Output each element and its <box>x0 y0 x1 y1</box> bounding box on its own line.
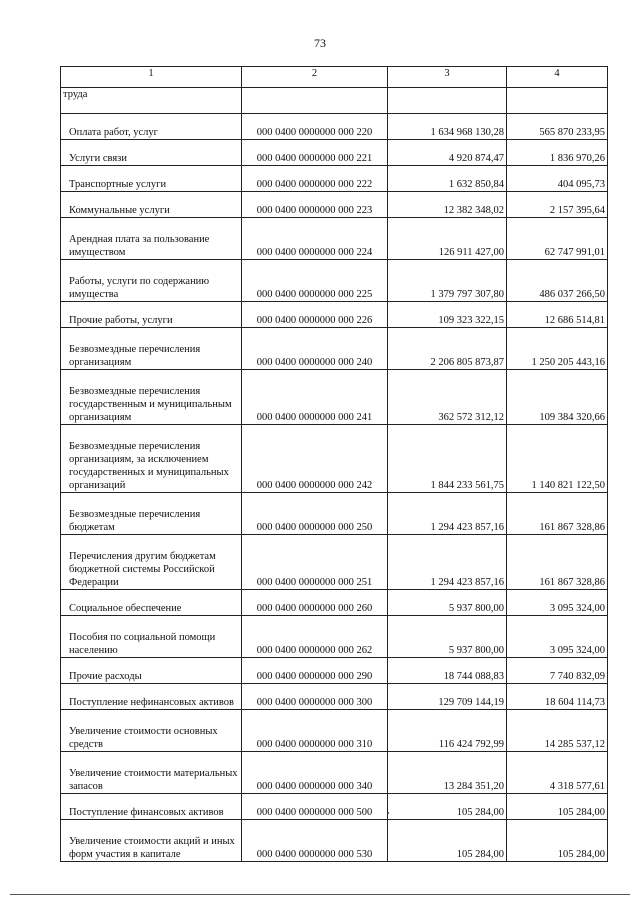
table-row <box>61 328 608 370</box>
row-label: Пособия по социальной помощи населению <box>69 632 216 656</box>
column-header-3: 3 <box>388 67 507 88</box>
row-code: 000 0400 0000000 000 242 <box>242 425 388 493</box>
row-name <box>61 302 242 328</box>
row-name: труда <box>61 88 242 114</box>
table-row <box>61 616 608 658</box>
row-code: 000 0400 0000000 000 300 <box>242 684 388 710</box>
row-value-col4: 404 095,73 <box>507 166 608 192</box>
row-code: 000 0400 0000000 000 225 <box>242 260 388 302</box>
row-value-col3: 2 206 805 873,87 <box>388 328 507 370</box>
row-value-col4: 14 285 537,12 <box>507 710 608 752</box>
row-value-col4 <box>507 88 608 114</box>
table-row <box>61 820 608 862</box>
table-row <box>61 658 608 684</box>
row-label: Увеличение стоимости основных средств <box>69 726 218 750</box>
budget-table <box>60 66 608 862</box>
column-header-2: 2 <box>242 67 388 88</box>
table-row <box>61 684 608 710</box>
row-value-col4: 3 095 324,00 <box>507 616 608 658</box>
row-label: Поступление финансовых активов <box>69 807 224 818</box>
row-label: Прочие работы, услуги <box>69 315 173 326</box>
row-value-col4: 18 604 114,73 <box>507 684 608 710</box>
table-row <box>61 218 608 260</box>
row-name <box>61 328 242 370</box>
row-code: 000 0400 0000000 000 226 <box>242 302 388 328</box>
table-row <box>61 710 608 752</box>
row-name <box>61 616 242 658</box>
row-value-col3: 12 382 348,02 <box>388 192 507 218</box>
table-header-row <box>61 67 608 88</box>
row-label: Увеличение стоимости акций и иных форм участия в капитале <box>69 836 235 860</box>
row-code: 000 0400 0000000 000 241 <box>242 370 388 425</box>
table-row <box>61 590 608 616</box>
row-label: Перечисления другим бюджетам бюджетной системы Российской Федерации <box>69 551 216 588</box>
row-value-col4: 7 740 832,09 <box>507 658 608 684</box>
row-value-col3: 1 294 423 857,16 <box>388 493 507 535</box>
row-name <box>61 425 242 493</box>
row-value-col3: 362 572 312,12 <box>388 370 507 425</box>
row-name <box>61 370 242 425</box>
table-row <box>61 302 608 328</box>
row-value-col4: 105 284,00 <box>507 820 608 862</box>
row-name <box>61 192 242 218</box>
row-value-col4: 161 867 328,86 <box>507 493 608 535</box>
row-label: Арендная плата за пользование имуществом <box>69 234 210 258</box>
row-label: Прочие расходы <box>69 671 142 682</box>
column-header-4: 4 <box>507 67 608 88</box>
row-label: Безвозмездные перечисления государственным и муниципальным организациям <box>69 386 232 423</box>
row-label: Оплата работ, услуг <box>69 127 158 138</box>
row-code: 000 0400 0000000 000 220 <box>242 114 388 140</box>
row-value-col3: 5 937 800,00 <box>388 590 507 616</box>
row-name <box>61 684 242 710</box>
scan-dot-mark <box>387 812 389 814</box>
row-value-col3: 105 284,00 <box>388 794 507 820</box>
table-row <box>61 114 608 140</box>
row-value-col3: 1 634 968 130,28 <box>388 114 507 140</box>
row-name <box>61 794 242 820</box>
row-label: Коммунальные услуги <box>69 205 170 216</box>
row-value-col4: 105 284,00 <box>507 794 608 820</box>
row-value-col3: 13 284 351,20 <box>388 752 507 794</box>
row-label: Услуги связи <box>69 153 127 164</box>
row-code <box>242 88 388 114</box>
row-code: 000 0400 0000000 000 251 <box>242 535 388 590</box>
row-code: 000 0400 0000000 000 340 <box>242 752 388 794</box>
row-value-col3: 1 632 850,84 <box>388 166 507 192</box>
row-label: Безвозмездные перечисления организациям, за исключением государственных и муниципальных организаций <box>69 441 229 491</box>
row-name <box>61 166 242 192</box>
row-code: 000 0400 0000000 000 223 <box>242 192 388 218</box>
row-name <box>61 820 242 862</box>
table-row <box>61 794 608 820</box>
table-row <box>61 140 608 166</box>
table-row <box>61 752 608 794</box>
row-code: 000 0400 0000000 000 262 <box>242 616 388 658</box>
row-code: 000 0400 0000000 000 530 <box>242 820 388 862</box>
row-name <box>61 493 242 535</box>
row-name <box>61 658 242 684</box>
row-value-col3: 116 424 792,99 <box>388 710 507 752</box>
row-value-col4: 3 095 324,00 <box>507 590 608 616</box>
row-name <box>61 114 242 140</box>
row-value-col3: 129 709 144,19 <box>388 684 507 710</box>
table-row <box>61 370 608 425</box>
row-name <box>61 535 242 590</box>
row-value-col4: 2 157 395,64 <box>507 192 608 218</box>
row-value-col3: 1 844 233 561,75 <box>388 425 507 493</box>
table-row <box>61 88 608 114</box>
row-label: Поступление нефинансовых активов <box>69 697 234 708</box>
row-value-col3 <box>388 88 507 114</box>
row-value-col4: 1 836 970,26 <box>507 140 608 166</box>
row-code: 000 0400 0000000 000 221 <box>242 140 388 166</box>
scan-edge-line <box>10 894 630 895</box>
row-value-col4: 4 318 577,61 <box>507 752 608 794</box>
row-value-col3: 126 911 427,00 <box>388 218 507 260</box>
row-code: 000 0400 0000000 000 222 <box>242 166 388 192</box>
row-value-col4: 1 250 205 443,16 <box>507 328 608 370</box>
row-value-col3: 1 379 797 307,80 <box>388 260 507 302</box>
table-row <box>61 493 608 535</box>
row-value-col3: 105 284,00 <box>388 820 507 862</box>
row-value-col3: 5 937 800,00 <box>388 616 507 658</box>
table-row <box>61 425 608 493</box>
row-name <box>61 218 242 260</box>
table-row <box>61 535 608 590</box>
page-number: 73 <box>314 36 326 50</box>
row-label: Социальное обеспечение <box>69 603 182 614</box>
row-value-col4: 486 037 266,50 <box>507 260 608 302</box>
row-value-col3: 1 294 423 857,16 <box>388 535 507 590</box>
row-name <box>61 590 242 616</box>
row-code: 000 0400 0000000 000 224 <box>242 218 388 260</box>
row-value-col4: 1 140 821 122,50 <box>507 425 608 493</box>
table-row <box>61 260 608 302</box>
row-value-col4: 109 384 320,66 <box>507 370 608 425</box>
row-value-col3: 4 920 874,47 <box>388 140 507 166</box>
row-value-col3: 18 744 088,83 <box>388 658 507 684</box>
row-value-col4: 565 870 233,95 <box>507 114 608 140</box>
column-header-1: 1 <box>61 67 242 88</box>
row-value-col4: 12 686 514,81 <box>507 302 608 328</box>
row-code: 000 0400 0000000 000 290 <box>242 658 388 684</box>
table-row <box>61 192 608 218</box>
row-label: Транспортные услуги <box>69 179 167 190</box>
row-label: Безвозмездные перечисления организациям <box>69 344 201 368</box>
table-row <box>61 166 608 192</box>
row-label: Работы, услуги по содержанию имущества <box>69 276 210 300</box>
row-name <box>61 260 242 302</box>
row-value-col4: 161 867 328,86 <box>507 535 608 590</box>
row-label: Безвозмездные перечисления бюджетам <box>69 509 201 533</box>
row-label: Увеличение стоимости материальных запасов <box>69 768 238 792</box>
row-name <box>61 710 242 752</box>
row-value-col3: 109 323 322,15 <box>388 302 507 328</box>
row-code: 000 0400 0000000 000 310 <box>242 710 388 752</box>
row-name <box>61 752 242 794</box>
row-code: 000 0400 0000000 000 240 <box>242 328 388 370</box>
row-code: 000 0400 0000000 000 260 <box>242 590 388 616</box>
row-code: 000 0400 0000000 000 250 <box>242 493 388 535</box>
row-value-col4: 62 747 991,01 <box>507 218 608 260</box>
row-code: 000 0400 0000000 000 500 <box>242 794 388 820</box>
row-name <box>61 140 242 166</box>
